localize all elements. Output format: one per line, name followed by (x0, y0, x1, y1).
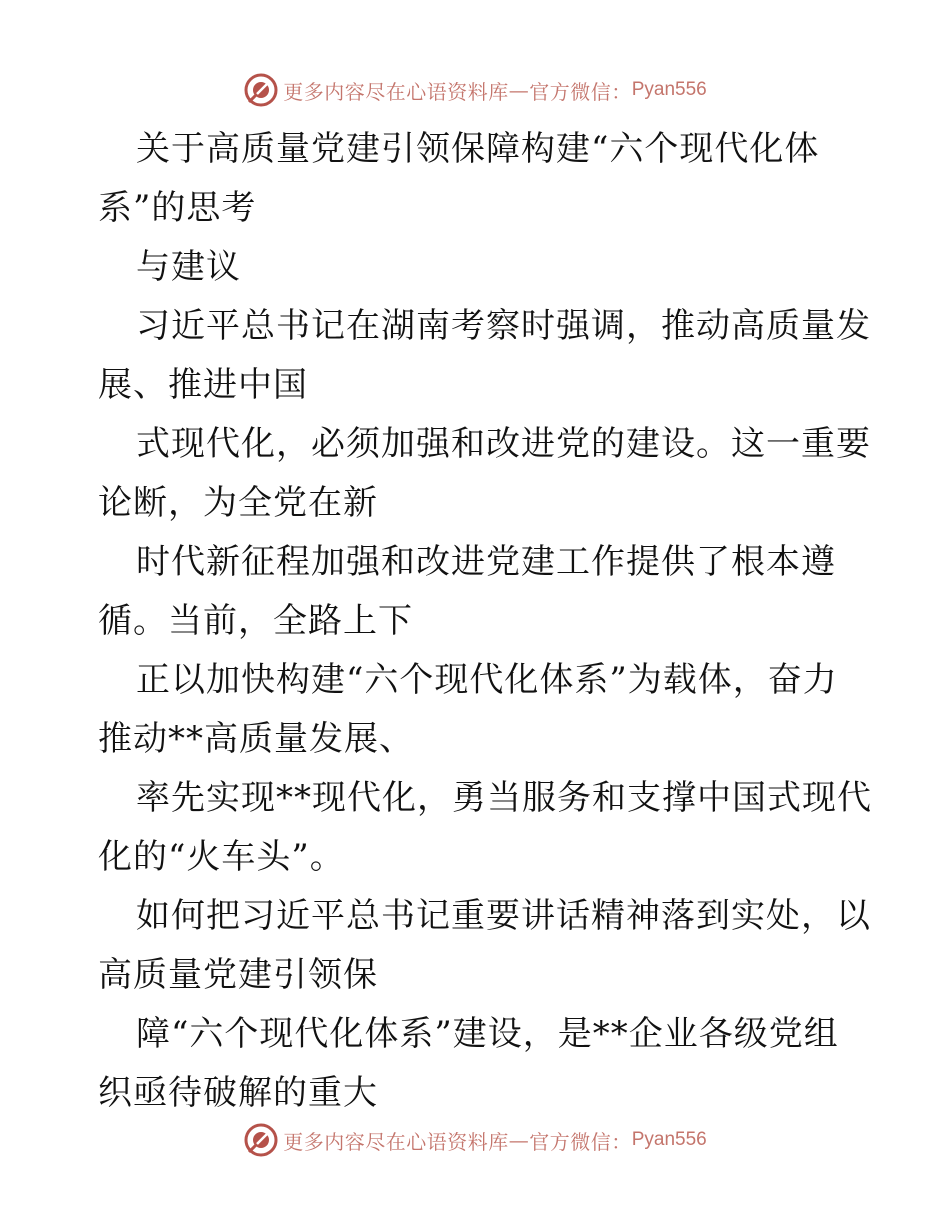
banner-site-text: 更多内容尽在心语资料库 (283, 79, 509, 104)
banner-dash: — (508, 78, 530, 102)
banner-wechat-label: 官方微信： (529, 79, 632, 104)
paragraph-line: 时代新征程加强和改进党建工作提供了根本遵 (136, 542, 836, 582)
banner-site-text: 更多内容尽在心语资料库 (283, 1129, 509, 1154)
paragraph-line: 展、推进中国 (98, 365, 308, 405)
paragraph-line: 式现代化，必须加强和改进党的建设。这一重要 (136, 424, 871, 464)
paragraph-line: 论断，为全党在新 (98, 483, 378, 523)
banner-dash: — (508, 1128, 530, 1152)
title-line: 系”的思考 (98, 188, 257, 228)
seal-logo-icon (243, 72, 279, 108)
paragraph-line: 高质量党建引领保 (98, 955, 378, 995)
paragraph-line: 推动**高质量发展、 (98, 719, 414, 759)
paragraph-line: 率先实现**现代化，勇当服务和支撑中国式现代 (136, 778, 872, 818)
footer-banner (0, 1120, 950, 1160)
paragraph-line: 障“六个现代化体系”建设，是**企业各级党组 (136, 1014, 839, 1054)
banner-wechat-label: 官方微信： (529, 1129, 632, 1154)
paragraph-line: 习近平总书记在湖南考察时强调，推动高质量发 (136, 306, 871, 346)
header-banner (0, 70, 950, 110)
paragraph-line: 化的“火车头”。 (98, 837, 345, 877)
title-line: 关于高质量党建引领保障构建“六个现代化体 (136, 129, 820, 169)
document-body (98, 120, 872, 1123)
seal-logo-icon (243, 1122, 279, 1158)
title-line: 与建议 (136, 247, 241, 287)
paragraph-line: 正以加快构建“六个现代化体系”为载体，奋力 (136, 660, 838, 700)
banner-wechat-id: Pyan556 (631, 79, 707, 100)
paragraph-line: 如何把习近平总书记重要讲话精神落到实处，以 (136, 896, 871, 936)
paragraph-line: 循。当前，全路上下 (98, 601, 413, 641)
paragraph-line: 织亟待破解的重大 (98, 1073, 378, 1113)
banner-wechat-id: Pyan556 (631, 1129, 707, 1150)
